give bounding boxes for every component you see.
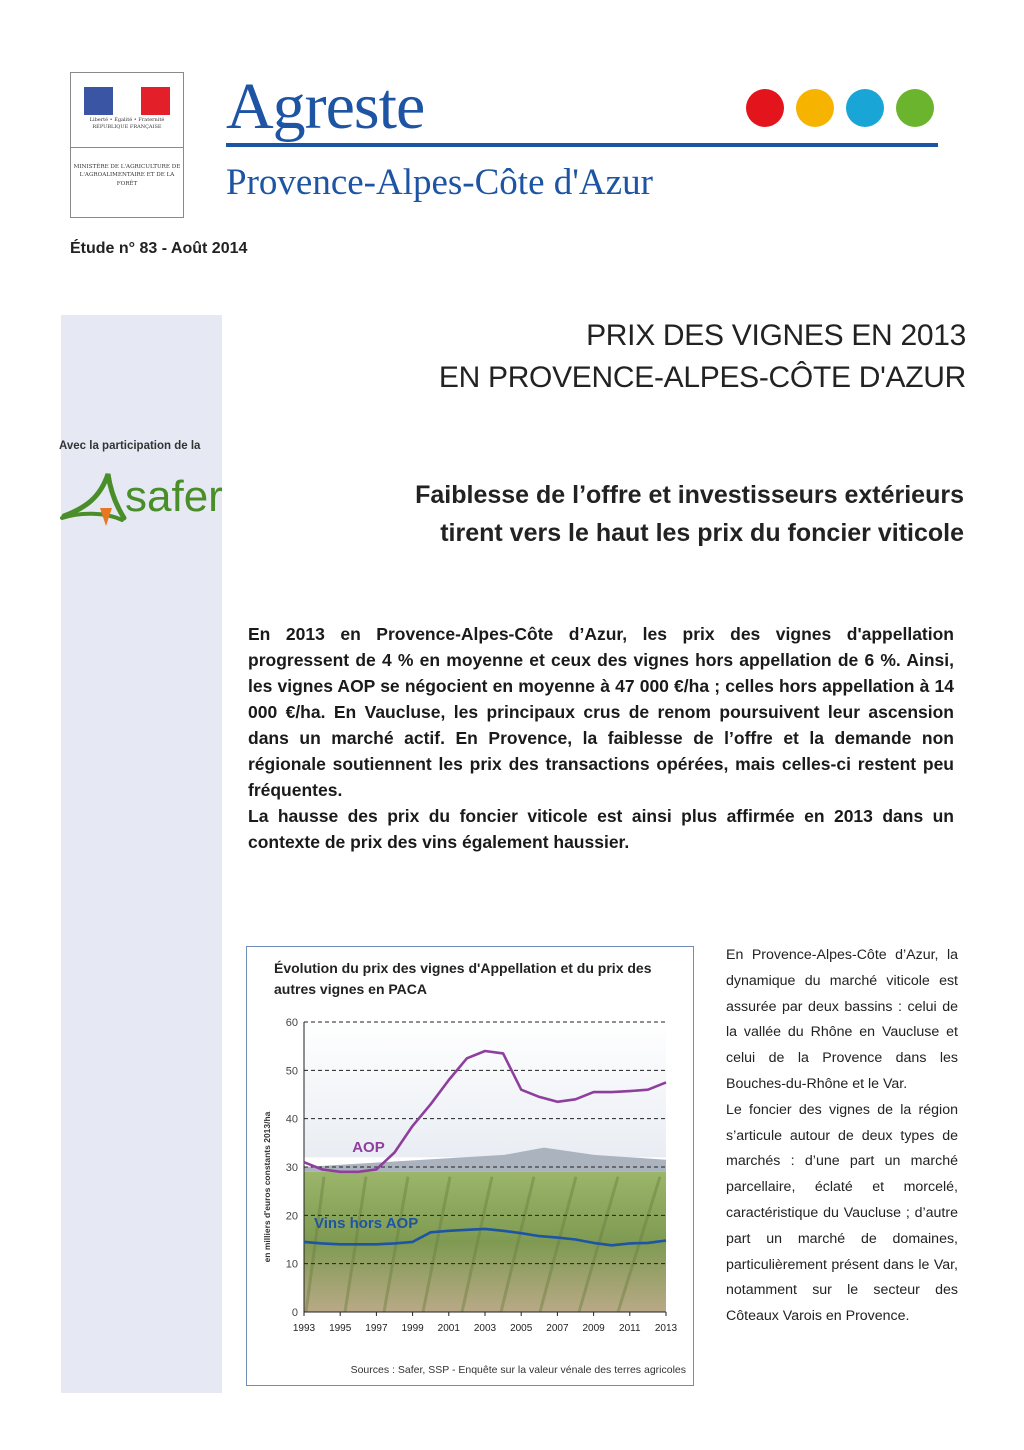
chart-title: Évolution du prix des vignes d'Appellation et du prix des autres vignes en PACA — [274, 960, 652, 997]
body-paragraph-2: Le foncier des vignes de la région s’articule autour de deux types de marchés : d’une part un marché parcellaire, éclaté et morcelé, caractéristique du Vaucluse ; d’autre part un marché de domaines, particulièrement présent dans le Var, notamment sur le secteur des Côteaux Varois en Provence. — [726, 1101, 958, 1325]
page-subtitle-line2: tirent vers le haut les prix du foncier viticole — [440, 519, 964, 547]
x-tick-label: 2001 — [437, 1323, 460, 1334]
ministry-name: MINISTÈRE DE L'AGRICULTURE DE L'AGROALIMENTAIRE ET DE LA FORÊT — [73, 164, 181, 187]
logo-motto: Liberté • Égalité • Fraternité RÉPUBLIQUE FRANÇAISE — [89, 117, 165, 130]
brand-dot-blue-icon — [846, 89, 884, 127]
x-tick-label: 1997 — [365, 1323, 388, 1334]
y-tick-label: 50 — [285, 1065, 298, 1078]
x-tick-label: 2013 — [654, 1323, 678, 1334]
x-tick-label: 2009 — [582, 1323, 605, 1334]
marianne-flag-icon — [84, 87, 170, 115]
header-divider — [226, 143, 938, 147]
x-tick-label: 1995 — [329, 1323, 352, 1334]
x-tick-label: 2005 — [510, 1323, 533, 1334]
body-text — [726, 943, 958, 1330]
y-axis-label: en milliers d'euros constants 2013/ha — [262, 1111, 272, 1263]
intro-paragraph-1: En 2013 en Provence-Alpes-Côte d’Azur, les prix des vignes d'appellation progressent de 4 % en moyenne et ceux des vignes hors appellation de 6 %. Ainsi, les vignes AOP se négocient en moyenne à 47 000 €/ha ; celles hors appellation à 14 000 €/ha. En Vaucluse, les principaux crus de renom poursuivent leur ascension dans un marché actif. En Provence, la faiblesse de l’offre et la demande non régionale soutiennent les prix des transactions opérées, mais celles-ci restent peu fréquentes. — [248, 624, 954, 800]
brand-dot-yellow-icon — [796, 89, 834, 127]
x-tick-label: 2007 — [546, 1323, 569, 1334]
chart-source: Sources : Safer, SSP - Enquête sur la valeur vénale des terres agricoles — [350, 1364, 686, 1376]
y-tick-labels — [286, 1017, 298, 1319]
intro-summary — [248, 621, 954, 855]
vineyard-area — [304, 1172, 666, 1312]
safer-logo-text: safer — [125, 472, 223, 521]
body-paragraph-1: En Provence-Alpes-Côte d’Azur, la dynamique du marché viticole est assurée par deux bassins : celui de la vallée du Rhône en Vaucluse et celui de la Provence dans les Bouches-du-Rhône et le Var. — [726, 947, 958, 1092]
x-tick-label: 1993 — [292, 1323, 316, 1334]
page-subtitle-line1: Faiblesse de l’offre et investisseurs extérieurs — [415, 481, 964, 509]
y-tick-label: 0 — [291, 1307, 298, 1319]
participation-label: Avec la participation de la — [59, 440, 201, 452]
x-tick-label: 1999 — [401, 1323, 424, 1334]
brand-dot-green-icon — [896, 89, 934, 127]
page-subtitle — [330, 476, 964, 552]
logo-divider — [71, 147, 183, 148]
brand-dot-red-icon — [746, 89, 784, 127]
price-evolution-chart — [256, 1012, 686, 1342]
ministry-logo — [70, 72, 184, 218]
series-label: Vins hors AOP — [314, 1214, 419, 1232]
brand-title: Agreste — [226, 70, 425, 143]
page-title-line1: PRIX DES VIGNES EN 2013 — [586, 319, 966, 352]
x-tick-label: 2003 — [473, 1323, 497, 1334]
y-tick-label: 30 — [285, 1162, 298, 1174]
x-tick-label: 2011 — [619, 1323, 641, 1334]
y-tick-label: 40 — [285, 1113, 298, 1126]
series-label: AOP — [352, 1139, 385, 1157]
y-tick-label: 10 — [285, 1258, 298, 1271]
region-title: Provence-Alpes-Côte d'Azur — [226, 162, 653, 203]
intro-paragraph-2: La hausse des prix du foncier viticole est ainsi plus affirmée en 2013 dans un contexte de prix des vins également haussier. — [248, 806, 954, 852]
x-tick-labels — [293, 1312, 678, 1334]
page-title — [400, 315, 966, 399]
issue-number: Étude n° 83 - Août 2014 — [70, 240, 248, 257]
vineyard-photo — [304, 1022, 666, 1312]
y-tick-label: 60 — [285, 1017, 298, 1029]
y-tick-label: 20 — [285, 1210, 298, 1223]
page-title-line2: EN PROVENCE-ALPES-CÔTE D'AZUR — [438, 361, 966, 394]
sky-area — [304, 1022, 666, 1157]
